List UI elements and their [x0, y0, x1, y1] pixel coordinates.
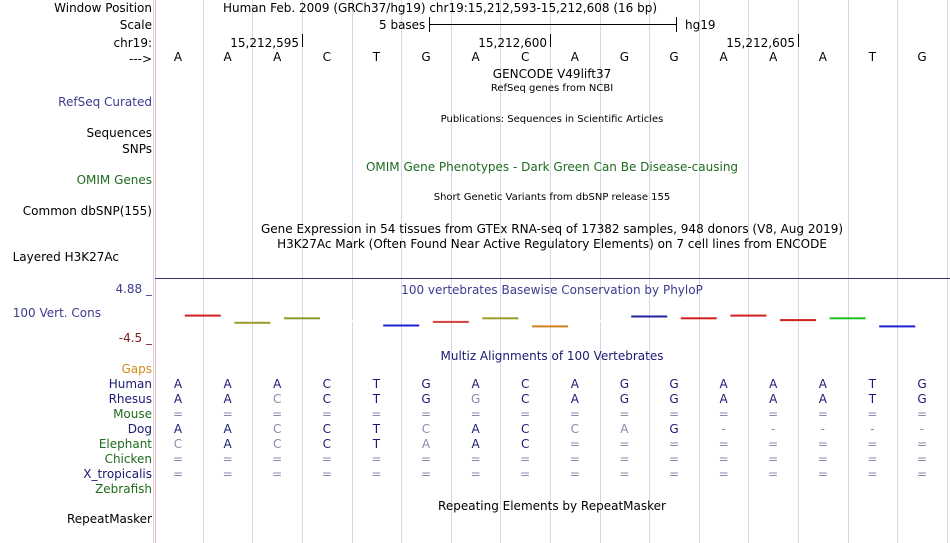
- alignment-base: =: [668, 467, 680, 481]
- alignment-base: =: [321, 452, 332, 466]
- window-position-label: Window Position: [54, 1, 152, 15]
- phylop-bar: [830, 317, 866, 319]
- alignment-base: =: [172, 452, 184, 466]
- alignment-base: =: [420, 467, 432, 481]
- alignment-base: G: [669, 392, 679, 406]
- alignment-base: =: [867, 437, 878, 451]
- alignment-base: G: [421, 392, 431, 406]
- sequence-base: A: [570, 50, 579, 64]
- alignment-base: T: [868, 377, 877, 391]
- alignment-base: =: [222, 452, 233, 466]
- sequence-base: A: [173, 50, 183, 64]
- alignment-base: -: [919, 422, 925, 436]
- sequences-label[interactable]: Sequences: [86, 126, 152, 140]
- alignment-base: -: [771, 422, 776, 436]
- alignment-base: C: [520, 422, 530, 436]
- alignment-base: =: [321, 407, 332, 421]
- alignment-base: =: [371, 467, 382, 481]
- snps-label[interactable]: SNPs: [122, 142, 152, 156]
- alignment-base: =: [569, 452, 580, 466]
- sequence-base: G: [619, 50, 630, 64]
- alignment-base: C: [173, 437, 183, 451]
- alignment-base: =: [718, 407, 729, 421]
- alignment-base: =: [668, 407, 680, 421]
- alignment-base: =: [569, 437, 580, 451]
- alignment-base: =: [768, 452, 779, 466]
- alignment-base: G: [917, 377, 927, 391]
- alignment-base: =: [420, 407, 432, 421]
- alignment-base: G: [917, 392, 927, 406]
- phylop-bar: [185, 315, 221, 317]
- phylop-bar: [234, 322, 270, 324]
- sequence-base: A: [223, 50, 232, 64]
- phylop-bar: [334, 320, 370, 322]
- grid-line: [153, 0, 154, 543]
- coordinate-tick-label: 15,212,595: [230, 36, 299, 50]
- omim-label[interactable]: OMIM Genes: [76, 173, 152, 187]
- alignment-base: =: [470, 452, 481, 466]
- alignment-base: =: [272, 407, 283, 421]
- alignment-base: C: [272, 392, 282, 406]
- sequence-base: A: [719, 50, 728, 64]
- alignment-base: =: [470, 467, 481, 481]
- track-label-column: [0, 0, 156, 543]
- species-label[interactable]: Human: [108, 377, 152, 391]
- sequence-base: A: [769, 50, 778, 64]
- alignment-base: =: [768, 467, 779, 481]
- alignment-base: =: [569, 467, 580, 481]
- alignment-base: =: [321, 467, 332, 481]
- alignment-base: =: [619, 437, 630, 451]
- alignment-base: A: [173, 392, 183, 406]
- phylop-bar: [879, 325, 915, 327]
- phylop-bar: [433, 321, 469, 323]
- alignment-base: =: [172, 467, 184, 481]
- alignment-base: C: [520, 437, 530, 451]
- sequence-base: A: [471, 50, 480, 64]
- alignment-base: G: [669, 377, 679, 391]
- cons-track-label[interactable]: 100 Vert. Cons: [12, 306, 101, 320]
- refseq-track-desc: RefSeq genes from NCBI: [490, 83, 614, 94]
- phylop-bar: [780, 319, 816, 321]
- alignment-base: C: [570, 422, 579, 436]
- species-label[interactable]: Mouse: [113, 407, 152, 421]
- publications-track-desc: Publications: Sequences in Scientific Articles: [440, 114, 664, 125]
- assembly-label: hg19: [685, 18, 716, 32]
- alignment-base: =: [520, 407, 531, 421]
- alignment-base: A: [223, 422, 232, 436]
- alignment-base: =: [718, 452, 729, 466]
- alignment-base: T: [372, 392, 381, 406]
- h3k27ac-label[interactable]: Layered H3K27Ac: [12, 250, 119, 264]
- omim-track-desc: OMIM Gene Phenotypes - Dark Green Can Be Disease-causing: [365, 160, 739, 174]
- phylop-bar: [482, 317, 518, 319]
- alignment-base: -: [820, 422, 825, 436]
- alignment-base: =: [867, 407, 878, 421]
- alignment-base: A: [223, 377, 232, 391]
- sequence-base: A: [818, 50, 827, 64]
- alignment-base: C: [322, 422, 331, 436]
- position-title: Human Feb. 2009 (GRCh37/hg19) chr19:15,212,593-15,212,608 (16 bp): [222, 1, 658, 15]
- species-label[interactable]: Chicken: [104, 452, 152, 466]
- alignment-base: A: [223, 437, 232, 451]
- multiz-track-desc: Multiz Alignments of 100 Vertebrates: [440, 349, 664, 363]
- coordinate-tick-label: 15,212,600: [478, 36, 547, 50]
- cons-max-label: 4.88 _: [115, 282, 152, 296]
- phylop-bar: [532, 325, 568, 327]
- alignment-base: =: [817, 452, 828, 466]
- alignment-base: =: [817, 467, 828, 481]
- phylop-bar: [582, 320, 618, 322]
- coordinate-tick-label: 15,212,605: [726, 36, 795, 50]
- alignment-base: C: [322, 392, 331, 406]
- alignment-base: =: [272, 467, 283, 481]
- alignment-base: T: [372, 437, 381, 451]
- phylop-bar: [383, 325, 419, 327]
- alignment-base: A: [719, 392, 728, 406]
- alignment-base: T: [372, 422, 381, 436]
- alignment-base: G: [421, 377, 431, 391]
- cons-min-label: -4.5 _: [118, 331, 152, 345]
- alignment-base: =: [768, 407, 779, 421]
- alignment-base: =: [371, 407, 382, 421]
- alignment-base: A: [818, 377, 827, 391]
- scale-label: Scale: [119, 18, 152, 32]
- phylop-bar: [730, 315, 766, 317]
- alignment-base: =: [520, 467, 531, 481]
- alignment-base: =: [668, 452, 680, 466]
- alignment-base: A: [421, 437, 431, 451]
- alignment-base: A: [173, 422, 183, 436]
- sequence-base: T: [868, 50, 877, 64]
- species-label[interactable]: Zebrafish: [95, 482, 152, 496]
- dbsnp-label[interactable]: Common dbSNP(155): [22, 204, 152, 218]
- alignment-base: =: [172, 407, 184, 421]
- alignment-base: A: [719, 377, 728, 391]
- sequence-base: G: [421, 50, 431, 64]
- phylop-bar: [284, 317, 320, 319]
- species-label[interactable]: Rhesus: [108, 392, 152, 406]
- chrom-label: chr19:: [113, 36, 152, 50]
- alignment-base: A: [471, 377, 480, 391]
- alignment-base: C: [421, 422, 431, 436]
- alignment-base: =: [718, 467, 729, 481]
- alignment-base: =: [817, 437, 828, 451]
- alignment-base: =: [916, 467, 928, 481]
- alignment-base: =: [867, 467, 878, 481]
- alignment-base: =: [569, 407, 580, 421]
- gaps-label[interactable]: Gaps: [121, 362, 152, 376]
- alignment-base: A: [471, 422, 480, 436]
- alignment-base: =: [470, 407, 481, 421]
- alignment-base: =: [916, 452, 928, 466]
- alignment-base: G: [619, 392, 630, 406]
- alignment-base: T: [868, 392, 877, 406]
- alignment-base: =: [222, 467, 233, 481]
- repeatmasker-track-desc: Repeating Elements by RepeatMasker: [438, 499, 666, 513]
- alignment-base: =: [371, 452, 382, 466]
- alignment-base: G: [619, 377, 630, 391]
- alignment-base: =: [619, 407, 630, 421]
- gencode-track-title[interactable]: GENCODE V49lift37: [492, 67, 612, 81]
- scale-text: 5 bases: [379, 18, 426, 32]
- alignment-base: A: [471, 437, 480, 451]
- gtex-track-desc: Gene Expression in 54 tissues from GTEx RNA-seq of 17382 samples, 948 donors (V8, Aug 2019): [260, 222, 844, 236]
- alignment-base: A: [570, 392, 579, 406]
- h3k27ac-track-desc: H3K27Ac Mark (Often Found Near Active Regulatory Elements) on 7 cell lines from ENCODE: [277, 237, 827, 251]
- species-label[interactable]: X_tropicalis: [83, 467, 152, 481]
- sequence-base: G: [669, 50, 679, 64]
- alignment-base: A: [223, 392, 232, 406]
- alignment-base: A: [769, 377, 778, 391]
- sequence-base: A: [273, 50, 282, 64]
- alignment-base: A: [273, 377, 282, 391]
- alignment-base: =: [420, 452, 432, 466]
- track-image[interactable]: [155, 0, 950, 543]
- alignment-base: G: [669, 422, 679, 436]
- alignment-base: C: [520, 392, 530, 406]
- alignment-base: =: [916, 437, 928, 451]
- alignment-base: T: [372, 377, 381, 391]
- alignment-base: =: [718, 437, 729, 451]
- phylop-track-desc: 100 vertebrates Basewise Conservation by PhyloP: [401, 283, 703, 297]
- alignment-base: =: [222, 407, 233, 421]
- alignment-base: -: [870, 422, 875, 436]
- alignment-base: =: [817, 407, 828, 421]
- strand-label: --->: [128, 52, 152, 66]
- dbsnp-track-desc: Short Genetic Variants from dbSNP release 155: [433, 192, 671, 203]
- sequence-base: G: [917, 50, 927, 64]
- alignment-base: =: [619, 467, 630, 481]
- alignment-base: =: [867, 452, 878, 466]
- alignment-base: C: [272, 422, 282, 436]
- alignment-base: A: [769, 392, 778, 406]
- alignment-base: =: [768, 437, 779, 451]
- alignment-base: A: [173, 377, 183, 391]
- phylop-bar: [681, 317, 717, 319]
- phylop-bar: [631, 316, 667, 318]
- sequence-base: C: [322, 50, 331, 64]
- alignment-base: =: [619, 452, 630, 466]
- sequence-base: T: [372, 50, 381, 64]
- alignment-base: C: [322, 377, 331, 391]
- refseq-label[interactable]: RefSeq Curated: [58, 95, 152, 109]
- alignment-base: C: [272, 437, 282, 451]
- alignment-base: C: [322, 437, 331, 451]
- alignment-base: =: [668, 437, 680, 451]
- alignment-base: =: [520, 452, 531, 466]
- alignment-base: =: [272, 452, 283, 466]
- alignment-base: G: [470, 392, 481, 406]
- alignment-base: C: [520, 377, 530, 391]
- species-label[interactable]: Dog: [127, 422, 152, 436]
- repeatmasker-label[interactable]: RepeatMasker: [66, 512, 152, 526]
- alignment-base: =: [916, 407, 928, 421]
- alignment-base: -: [721, 422, 726, 436]
- alignment-base: A: [818, 392, 827, 406]
- sequence-base: C: [520, 50, 530, 64]
- species-label[interactable]: Elephant: [98, 437, 152, 451]
- alignment-base: A: [620, 422, 629, 436]
- alignment-base: A: [570, 377, 579, 391]
